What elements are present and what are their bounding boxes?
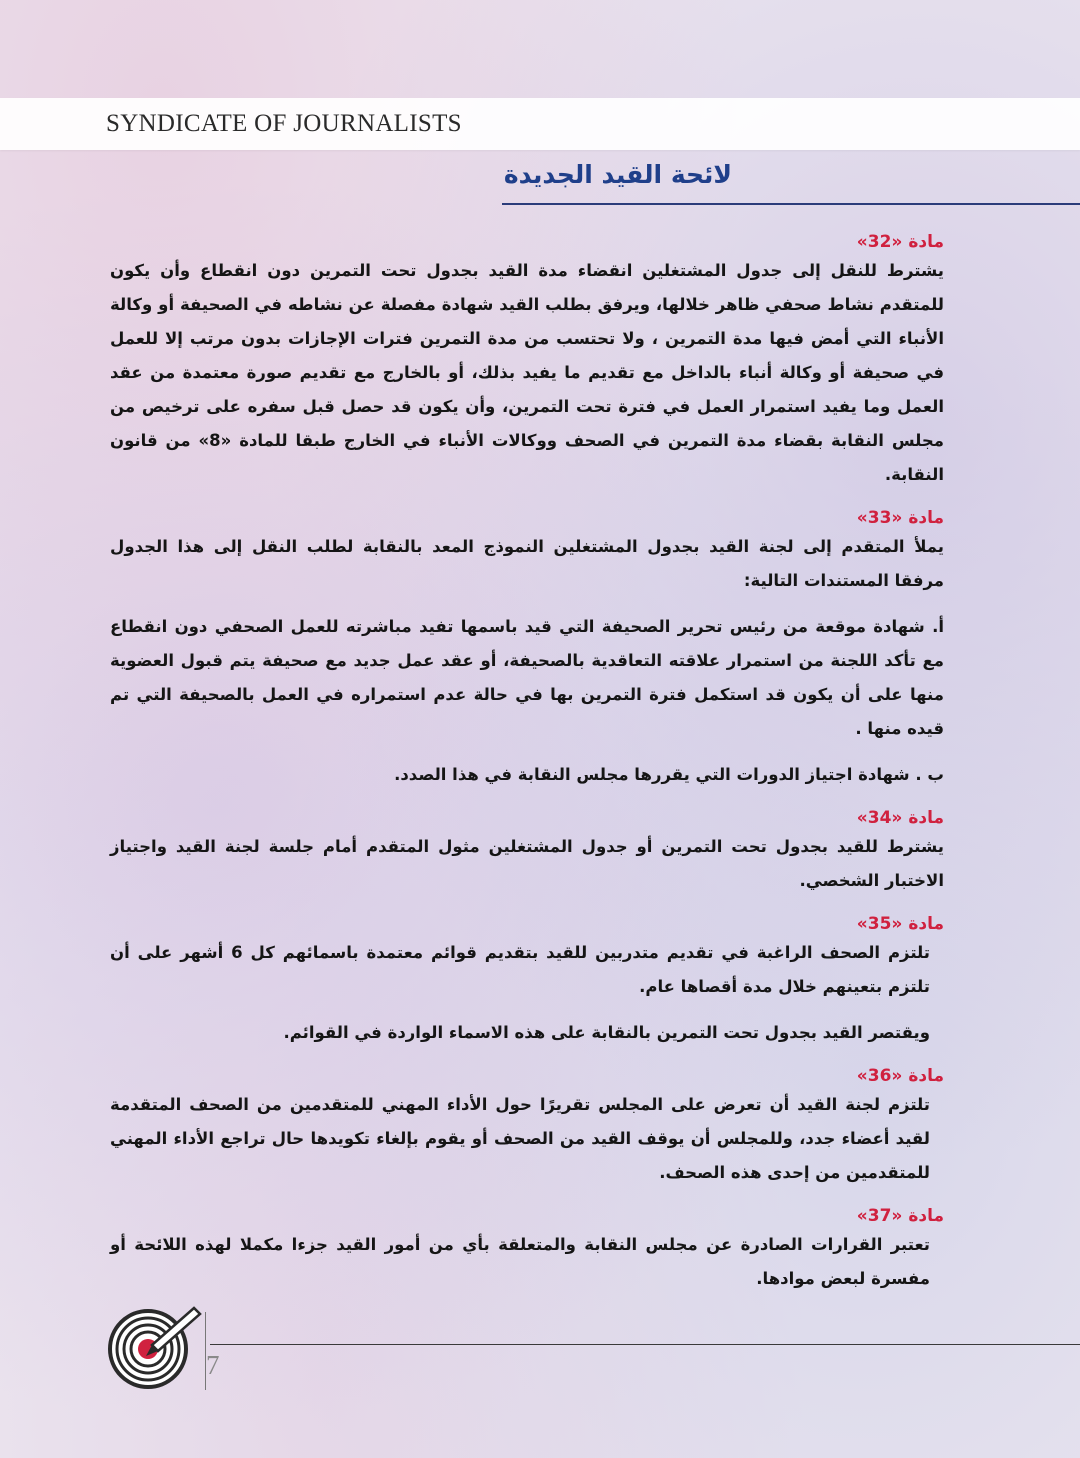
article-35 (110, 912, 944, 1050)
article-paragraph: ويقتصر القيد بجدول تحت التمرين بالنقابة على هذه الاسماء الواردة في القوائم. (283, 1023, 930, 1042)
syndicate-target-pen-logo-icon (108, 1302, 204, 1390)
article-heading: مادة «34» (856, 808, 944, 828)
article-heading: مادة «35» (856, 914, 944, 934)
footer-rule (210, 1344, 1080, 1345)
article-heading: مادة «33» (856, 508, 944, 528)
article-paragraph: تلتزم لجنة القيد أن تعرض على المجلس تقريرًا حول الأداء المهني للمتقدمين من الصحف المتقدمة لقيد أعضاء جدد، وللمجلس أن يوقف القيد من الصحف أو يقوم بإلغاء تكويدها حال تراجع الأداء المهني للمتقدمين من إحدى هذه الصحف. (110, 1095, 930, 1182)
article-33 (110, 506, 944, 792)
article-paragraph: تلتزم الصحف الراغبة في تقديم متدربين للقيد بتقديم قوائم معتمدة باسمائهم كل 6 أشهر على أن تلتزم بتعينهم خلال مدة أقصاها عام. (110, 943, 930, 996)
section-title-rule (502, 203, 1080, 205)
articles-content (110, 230, 944, 1310)
article-34 (110, 806, 944, 898)
article-paragraph: يشترط للنقل إلى جدول المشتغلين انقضاء مدة القيد بجدول تحت التمرين دون انقطاع وأن يكون للمتقدم نشاط صحفي ظاهر خلالها، ويرفق بطلب القيد شهادة مفصلة عن نشاطه في الصحيفة أو وكالة الأنباء التي أمض فيها مدة التمرين ، ولا تحتسب من مدة التمرين فترات الإجازات بدون مرتب إلا للعمل في صحيفة أو وكالة أنباء بالداخل مع تقديم ما يفيد بذلك، أو بالخارج مع تقديم صورة معتمدة من عقد العمل وما يفيد استمرار العمل في فترة تحت التمرين، وأن يكون قد حصل قبل سفره على ترخيص من مجلس النقابة بقضاء مدة التمرين في الصحف ووكالات الأنباء في الخارج طبقا للمادة «8» من قانون النقابة. (110, 261, 944, 484)
article-item-a: أ. شهادة موقعة من رئيس تحرير الصحيفة التي قيد باسمها تفيد مباشرته للعمل الصحفي دون انقطاع مع تأكد اللجنة من استمرار علاقته التعاقدية بالصحيفة، أو عقد عمل جديد مع صحيفة يتم قبول العضوية منها على أن يكون قد استكمل فترة التمرين بها في حالة عدم استمراره في العمل بالصحيفة التي تم قيده منها . (110, 617, 944, 738)
article-36 (110, 1064, 944, 1190)
page-number: 7 (206, 1350, 220, 1380)
article-32 (110, 230, 944, 492)
article-heading: مادة «32» (856, 232, 944, 252)
article-item-b: ب . شهادة اجتياز الدورات التي يقررها مجلس النقابة في هذا الصدد. (394, 765, 944, 784)
header-title: SYNDICATE OF JOURNALISTS (106, 110, 462, 137)
article-paragraph: يملأ المتقدم إلى لجنة القيد بجدول المشتغلين النموذج المعد بالنقابة لطلب النقل إلى هذا الجدول مرفقا المستندات التالية: (110, 537, 944, 590)
article-37 (110, 1204, 944, 1296)
article-heading: مادة «36» (856, 1066, 944, 1086)
section-title: لائحة القيد الجديدة (503, 160, 732, 189)
article-paragraph: تعتبر القرارات الصادرة عن مجلس النقابة والمتعلقة بأي من أمور القيد جزءا مكملا لهذه اللائحة أو مفسرة لبعض موادها. (110, 1235, 930, 1288)
article-heading: مادة «37» (856, 1206, 944, 1226)
article-paragraph: يشترط للقيد بجدول تحت التمرين أو جدول المشتغلين مثول المتقدم أمام جلسة لجنة القيد واجتياز الاختبار الشخصي. (110, 837, 944, 890)
